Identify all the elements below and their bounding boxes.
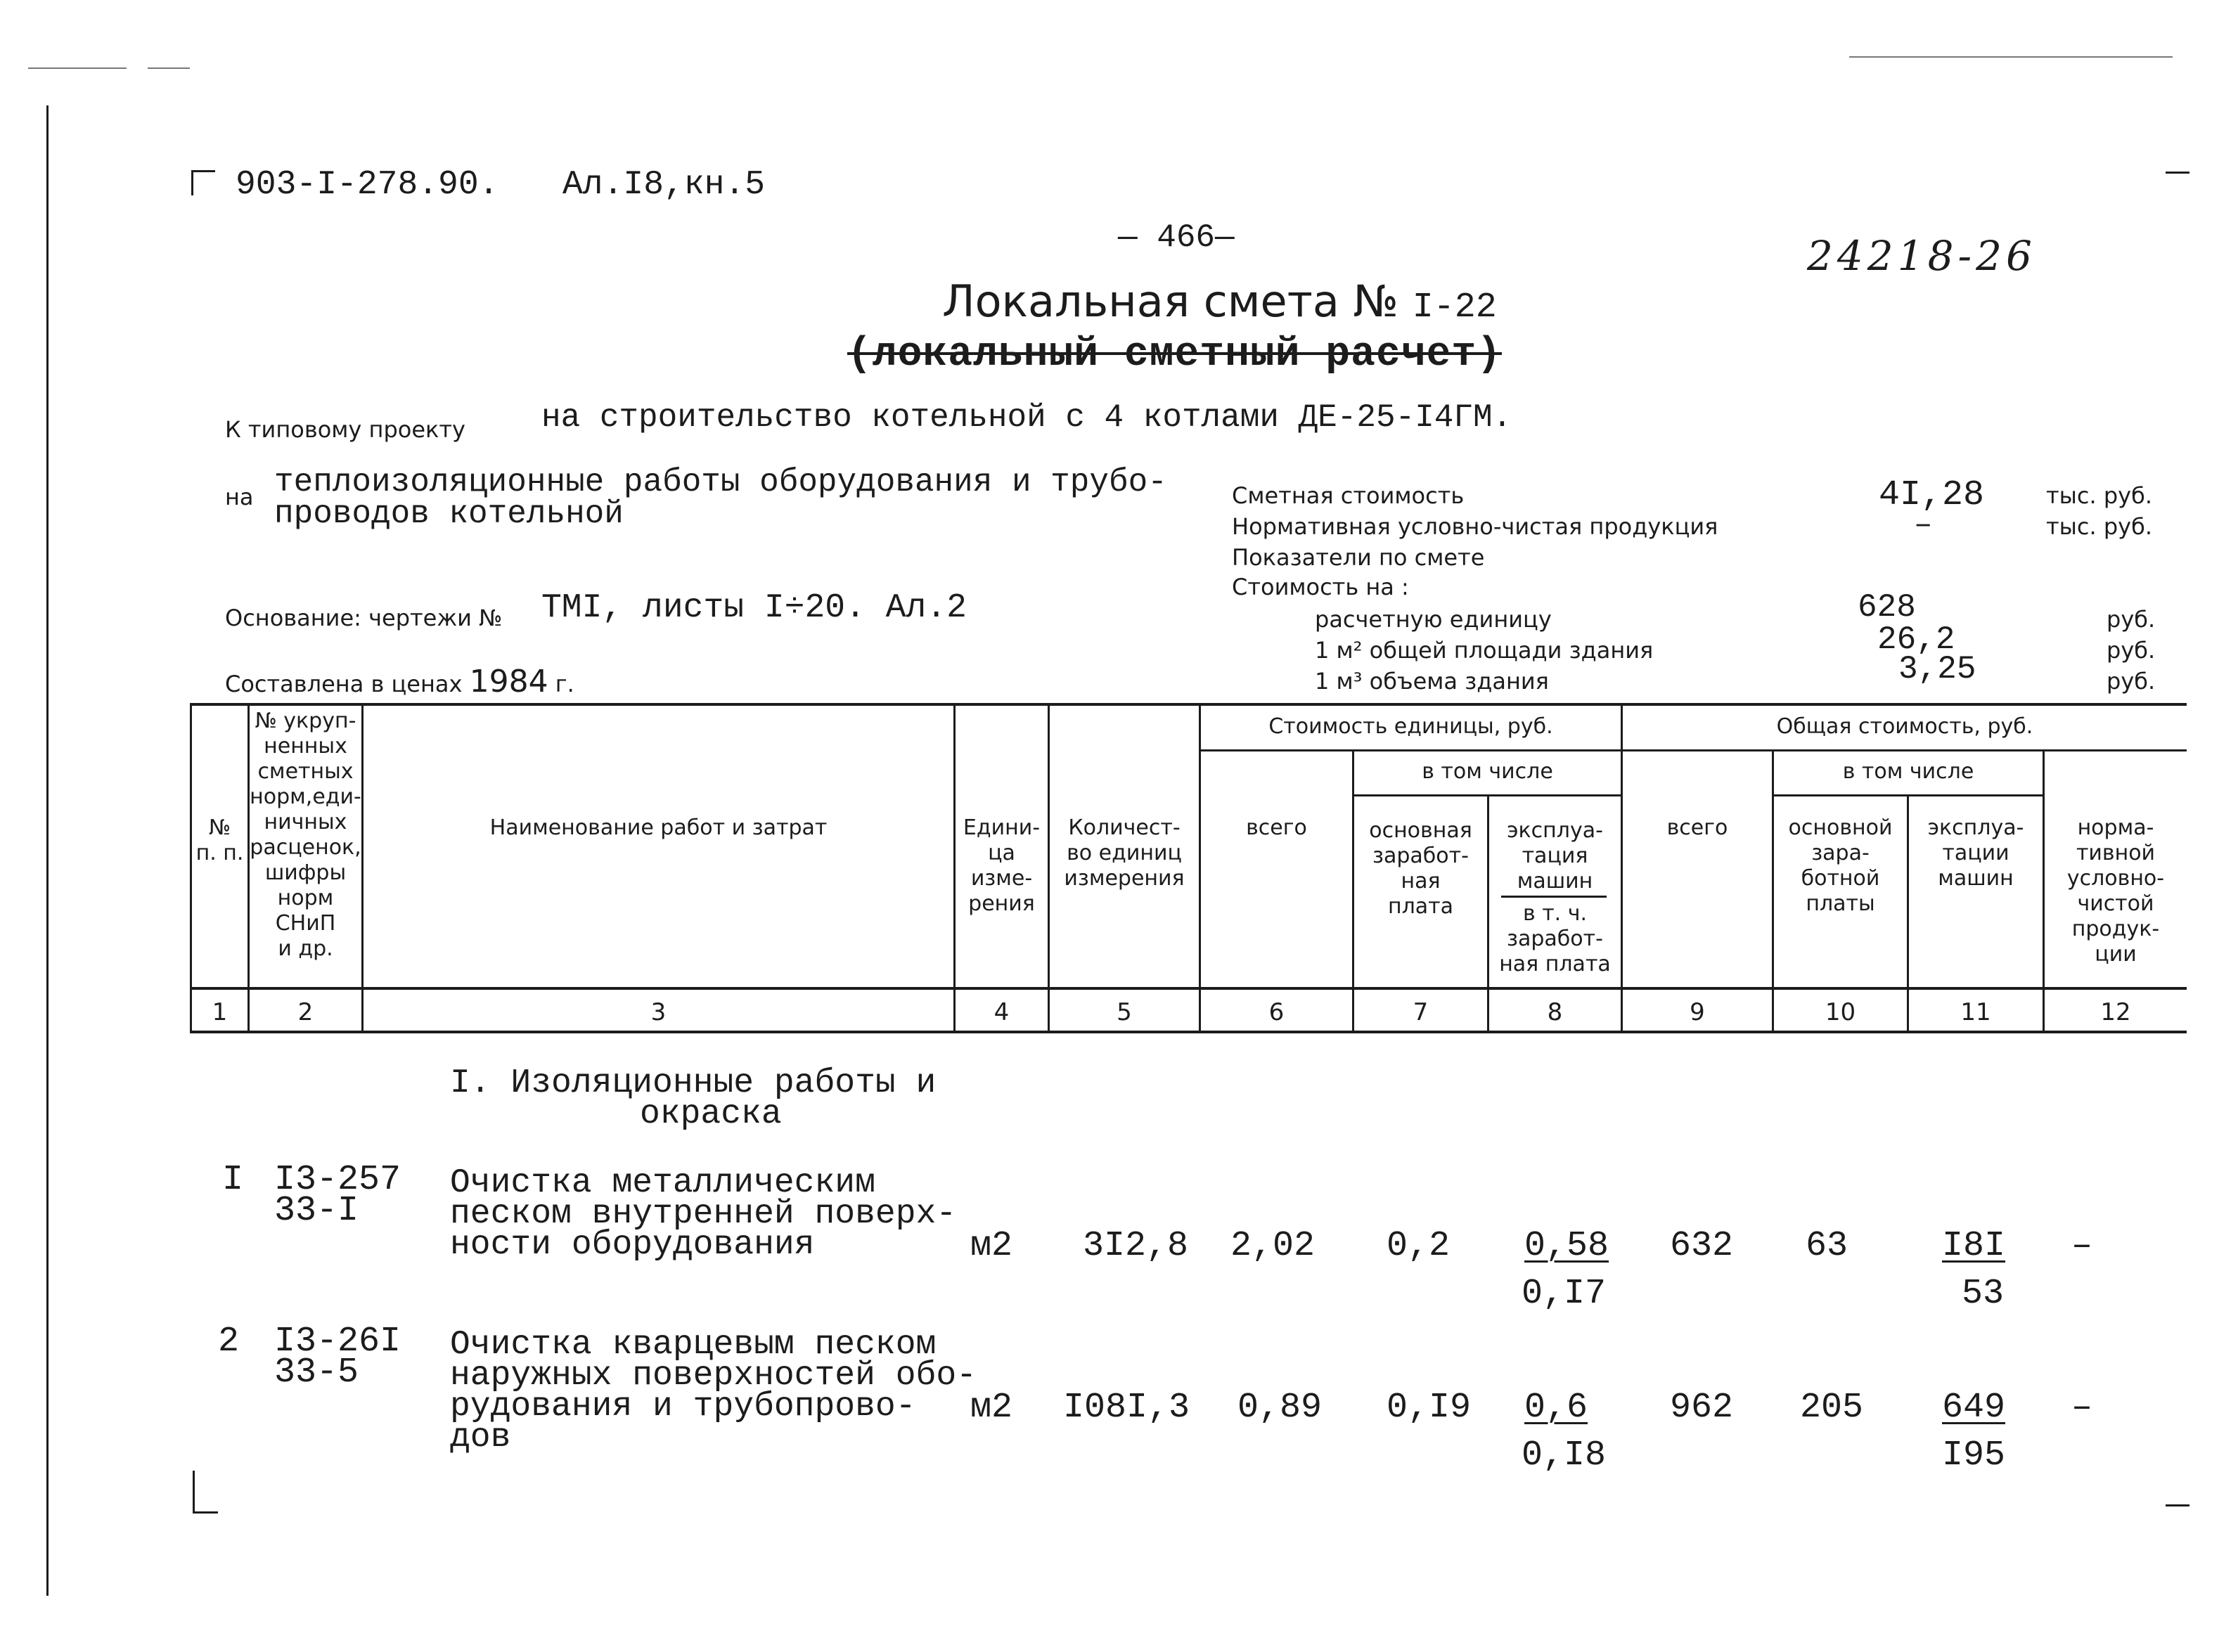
col-number-2: 2 <box>297 998 314 1026</box>
col-border-5 <box>1199 703 1201 1033</box>
col-number-3: 3 <box>650 998 667 1026</box>
summary-volume-unit: руб. <box>2107 668 2156 695</box>
prices-label: Составлена в ценах <box>225 671 463 697</box>
works-label: на <box>225 484 254 510</box>
summary-indicators-label: Показатели по смете <box>1232 544 1485 571</box>
right-corner-mark-bottom <box>2166 1504 2189 1506</box>
col-number-4: 4 <box>993 998 1010 1026</box>
summary-unit-unit: руб. <box>2107 606 2156 633</box>
header-norm-production: норма- тивной условно- чистой продук- ции <box>2066 815 2165 967</box>
col-border-0 <box>190 703 192 1033</box>
row-name-3: рудования и трубопрово- <box>450 1388 916 1426</box>
album-reference: Ал.I8,кн.5 <box>562 166 766 204</box>
summary-volume-label: 1 м³ объема здания <box>1315 668 1549 695</box>
row-unit-total: 0,89 <box>1237 1388 1323 1428</box>
row-unit: м2 <box>970 1388 1013 1428</box>
row-name-1: Очистка металлическим <box>450 1164 875 1202</box>
summary-norm-label: Нормативная условно-чистая продукция <box>1232 513 1718 540</box>
row-norm-production: – <box>2071 1226 2093 1266</box>
col-number-9: 9 <box>1690 998 1705 1026</box>
header-incl-unit: в том числе <box>1422 759 1553 784</box>
row-unit-machines-wage: 0,I7 <box>1522 1274 1607 1314</box>
top-scan-line <box>1849 56 2173 58</box>
header-bottom-border <box>190 987 2187 990</box>
summary-cost-unit: тыс. руб. <box>2046 482 2152 509</box>
section-title-line2: окраска <box>640 1095 782 1133</box>
row-code-2: 33-I <box>274 1191 359 1231</box>
row-number: 2 <box>218 1322 240 1362</box>
header-row-number: № п. п. <box>195 815 244 865</box>
prices-year: 1984 <box>469 664 548 699</box>
header-unit-total: всего <box>1246 815 1307 840</box>
summary-area-label: 1 м² общей площади здания <box>1315 637 1654 664</box>
row-unit-machines-wage: 0,I8 <box>1522 1435 1607 1476</box>
row-unit: м2 <box>970 1226 1013 1266</box>
unit-cost-group-border <box>1199 749 1621 751</box>
basis-text: ТМI, листы I÷20. Ал.2 <box>541 589 967 627</box>
corner-mark-bl-v <box>193 1471 195 1513</box>
row-unit-machines: 0,58 <box>1524 1226 1609 1266</box>
row-sum-machines: I8I <box>1942 1226 2006 1266</box>
left-margin-line <box>46 105 49 1596</box>
row-unit-wage: 0,I9 <box>1387 1388 1472 1428</box>
header-unit-machines: эксплуа- тация машин <box>1507 818 1603 893</box>
title-number: I-22 <box>1412 288 1497 328</box>
prices-line <box>225 664 574 699</box>
row-sum-machines-wage: I95 <box>1942 1435 2006 1476</box>
corner-mark-tl-h <box>191 170 215 172</box>
col-number-12: 12 <box>2100 998 2131 1026</box>
summary-area-value: 26,2 <box>1877 621 1955 658</box>
handwritten-number: 24218-26 <box>1807 232 2036 280</box>
title-text: Локальная смета № <box>942 276 1399 327</box>
project-text: на строительство котельной с 4 котлами ДЕ-25-I4ГМ. <box>541 399 1512 436</box>
corner-mark-bl-h <box>193 1511 218 1514</box>
header-total-all: всего <box>1666 815 1728 840</box>
row-quantity: I08I,3 <box>1063 1388 1190 1428</box>
row-number: I <box>222 1160 244 1200</box>
incl-border-2 <box>1772 794 2043 796</box>
row-name-2: песком внутренней поверх- <box>450 1195 957 1233</box>
header-unit-machines-wage: в т. ч. заработ- ная плата <box>1499 901 1611 976</box>
row-sum-wage: 205 <box>1800 1388 1864 1428</box>
header-incl-total: в том числе <box>1842 759 1974 784</box>
incl-border-1 <box>1352 794 1621 796</box>
row-name-2: наружных поверхностей обо- <box>450 1357 977 1395</box>
summary-unit-label: расчетную единицу <box>1315 606 1552 633</box>
col-number-1: 1 <box>212 998 228 1026</box>
row-sum-total: 632 <box>1670 1226 1734 1266</box>
header-total-cost: Общая стоимость, руб. <box>1776 714 2033 739</box>
table-top-border <box>190 703 2187 706</box>
col-number-10: 10 <box>1825 998 1856 1026</box>
summary-area-unit: руб. <box>2107 637 2156 664</box>
corner-mark-tl-v <box>191 170 193 195</box>
row-code-1: I3-257 <box>274 1160 401 1200</box>
header-unit-cost: Стоимость единицы, руб. <box>1268 714 1553 739</box>
page-title <box>942 276 1497 328</box>
col-number-5: 5 <box>1117 998 1132 1026</box>
page-subtitle: (локальный сметный расчет) <box>847 332 1502 377</box>
summary-cost-on-label: Стоимость на : <box>1232 574 1409 600</box>
colnum-bottom-border <box>190 1031 2187 1033</box>
header-norm-code: № укруп- ненных сметных норм,еди- ничных расценок, шифры норм СНиП и др. <box>250 709 361 961</box>
header-unit: Едини- ца изме- рения <box>963 815 1041 916</box>
header-quantity: Количест- во единиц измерения <box>1064 815 1185 891</box>
row-unit-machines: 0,6 <box>1524 1388 1588 1428</box>
header-total-wage: основной зара- ботной платы <box>1788 815 1893 916</box>
row-norm-production: – <box>2071 1388 2093 1428</box>
row-name-3: ности оборудования <box>450 1226 815 1264</box>
row-sum-wage: 63 <box>1806 1226 1848 1266</box>
row-sum-machines: 649 <box>1942 1388 2006 1428</box>
top-left-scan-mark <box>28 67 127 69</box>
row-quantity: 3I2,8 <box>1083 1226 1189 1266</box>
col-number-8: 8 <box>1547 998 1563 1026</box>
works-text-line1: теплоизоляционные работы оборудования и трубо- <box>274 464 1167 501</box>
col-border-2 <box>361 703 364 1033</box>
basis-label: Основание: чертежи № <box>225 605 503 631</box>
section-title-line1: I. Изоляционные работы и <box>450 1064 937 1102</box>
page-number: — 466— <box>1118 219 1235 256</box>
project-label: К типовому проекту <box>225 416 465 443</box>
row-code-2: 33-5 <box>274 1353 359 1393</box>
right-corner-mark-top <box>2166 172 2189 174</box>
summary-unit-value: 628 <box>1858 589 1916 626</box>
mach-wage-divider <box>1501 896 1607 898</box>
top-left-scan-mark-2 <box>148 67 190 69</box>
header-total-machines: эксплуа- тации машин <box>1927 815 2024 891</box>
summary-norm-value: – <box>1914 508 1933 543</box>
prices-suffix: г. <box>555 671 574 697</box>
summary-cost-label: Сметная стоимость <box>1232 482 1465 509</box>
total-cost-group-border <box>1621 749 2187 751</box>
summary-volume-value: 3,25 <box>1898 651 1976 688</box>
works-text-line2: проводов котельной <box>274 496 624 532</box>
col-number-7: 7 <box>1413 998 1429 1026</box>
row-name-1: Очистка кварцевым песком <box>450 1326 937 1364</box>
row-sum-total: 962 <box>1670 1388 1734 1428</box>
col-border-8 <box>1621 703 1623 1033</box>
summary-norm-unit: тыс. руб. <box>2046 513 2152 540</box>
header-unit-wage: основная заработ- ная плата <box>1369 818 1472 919</box>
row-unit-total: 2,02 <box>1230 1226 1316 1266</box>
header-work-name: Наименование работ и затрат <box>489 815 828 840</box>
summary-cost-value: 4I,28 <box>1879 475 1985 515</box>
row-unit-wage: 0,2 <box>1387 1226 1451 1266</box>
row-sum-machines-wage: 53 <box>1962 1274 2005 1314</box>
row-code-1: I3-26I <box>274 1322 401 1362</box>
document-code: 903-I-278.90. <box>236 166 499 204</box>
col-number-6: 6 <box>1268 998 1285 1026</box>
col-number-11: 11 <box>1960 998 1991 1026</box>
row-name-4: дов <box>450 1419 511 1457</box>
